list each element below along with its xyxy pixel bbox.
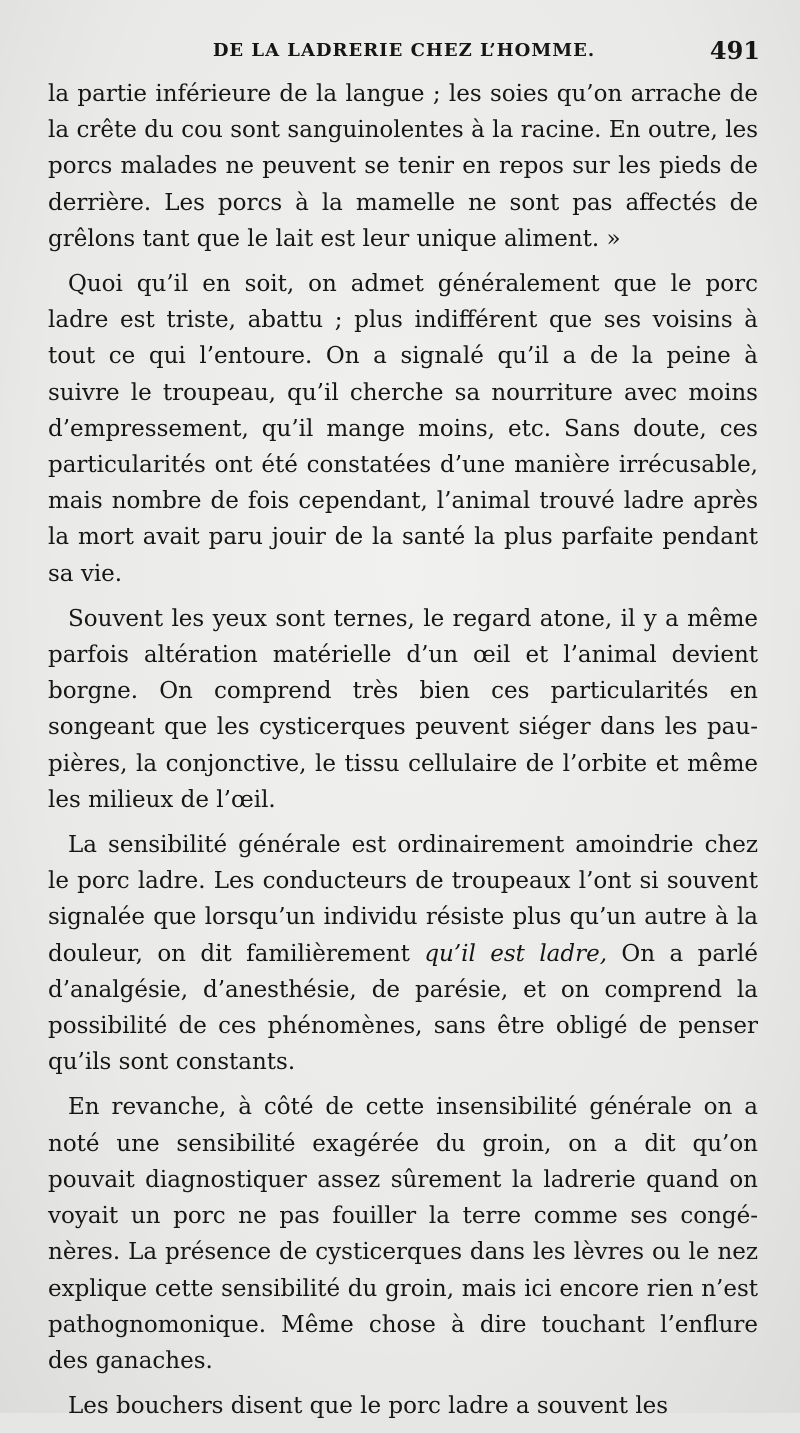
paragraph-sensibilite-groin [48, 1089, 758, 1379]
italic-phrase: qu’il est ladre, [424, 940, 608, 967]
text-segment: La sensibilité générale est ordinairement amoindrie chez le porc ladre. Les conducteurs de troupeaux l’ont si souvent signalée que lorsqu’un individu résiste plus qu’un autre à la douleur, on dit familièrement [48, 832, 758, 967]
text-segment: la partie inférieure de la langue ; les soies qu’on arrache de la crête du cou sont sanguinolentes à la racine. En outre, les porcs malades ne peuvent se tenir en repos sur les pieds de derrière. Les porcs à la mamelle ne sont pas affectés de grêlons tant que le lait est leur unique aliment. » [48, 81, 758, 252]
text-segment: Les bouchers disent que le porc ladre a souvent les [68, 1393, 669, 1420]
text-segment: Quoi qu’il en soit, on admet généralement que le porc ladre est triste, abattu ; plus indifférent que ses voisins à tout ce qui l’entoure. On a signalé qu’il a de la peine à suivre le troupeau, qu’il cherche sa nourriture avec moins d’empressement, qu’il mange moins, etc. Sans doute, ces particularités ont été constatées d’une manière irrécusable, mais nombre de fois cependant, l’animal trouvé ladre après la mort avait paru jouir de la santé la plus parfaite pendant sa vie. [48, 271, 758, 587]
page-number: 491 [709, 36, 760, 65]
text-segment: En revanche, à côté de cette insensibilité générale on a noté une sensibilité exagérée du groin, on a dit qu’on pouvait diagnostiquer assez sûrement la ladrerie quand on voyait un porc ne pas fouiller la terre comme ses congénères. La présence de cysticerques dans les lèvres ou le nez explique cette sensibilité du groin, mais ici encore rien n’est pathognomonique. Même chose à dire touchant l’enflure des ganaches. [48, 1094, 758, 1374]
body-text [48, 76, 758, 1433]
paragraph-porc-ladre-triste [48, 266, 758, 592]
paragraph-continued [48, 76, 758, 257]
running-title: DE LA LADRERIE CHEZ L’HOMME. [212, 40, 596, 61]
text-segment: Souvent les yeux sont ternes, le regard atone, il y a même parfois altération matérielle d’un œil et l’animal devient borgne. On comprend très bien ces particularités en songeant que les cysticerques peuvent siéger dans les paupières, la conjonctive, le tissu cellulaire de l’orbite et même les milieux de l’œil. [48, 605, 758, 813]
paragraph-sensibilite-generale [48, 827, 758, 1080]
text-segment: On a parlé d’analgésie, d’anesthésie, de parésie, et on comprend la possibilité de ces phénomènes, sans être obligé de penser qu’ils sont constants. [48, 940, 758, 1076]
paragraph-yeux-ternes [48, 601, 758, 818]
running-head [48, 36, 760, 70]
paragraph-bouchers [48, 1388, 758, 1424]
